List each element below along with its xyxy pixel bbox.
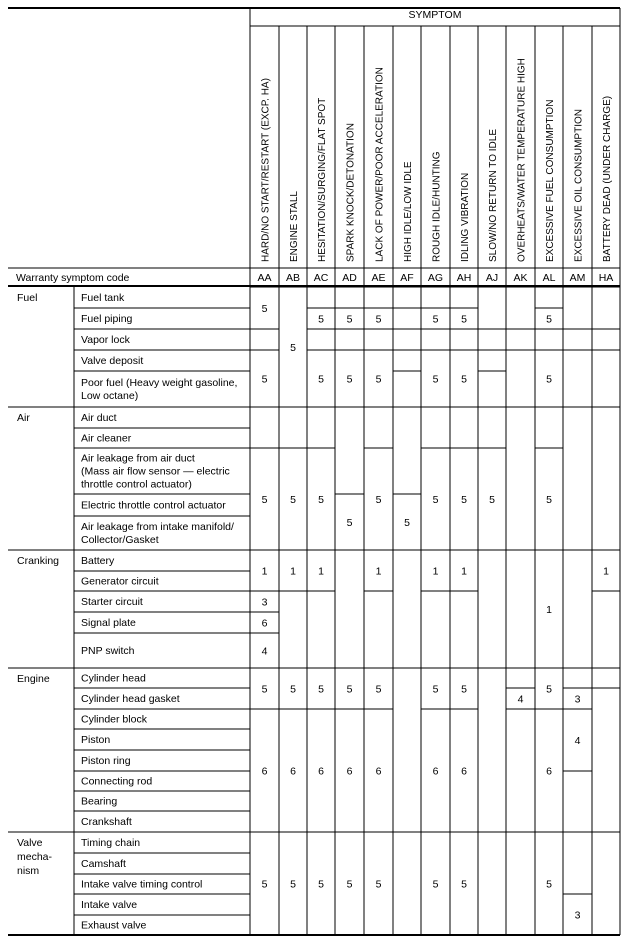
cell-value: 5: [432, 878, 439, 891]
symptom-label: SLOW/NO RETURN TO IDLE: [488, 129, 499, 262]
symptom-label: IDLING VIBRATION: [460, 172, 471, 262]
item-label: (Mass air flow sensor — electric: [81, 465, 230, 478]
item-label: Collector/Gasket: [81, 534, 159, 546]
cell-value: 5: [546, 494, 552, 506]
symptom-label: EXCESSIVE OIL CONSUMPTION: [573, 109, 585, 262]
group-label: Cranking: [17, 555, 60, 567]
item-label: Air duct: [81, 412, 117, 424]
symptom-label: EXCESSIVE FUEL CONSUMPTION: [545, 99, 556, 262]
item-label: Low octane): [81, 390, 139, 402]
cell-value: 6: [546, 765, 552, 778]
cell-value: 5: [432, 494, 439, 506]
cell-value: 5: [375, 313, 382, 326]
cell-value: 4: [261, 645, 268, 658]
warranty-code: AJ: [485, 272, 499, 284]
cell-value: 3: [574, 909, 581, 922]
item-label: Fuel piping: [81, 313, 133, 325]
cell-value: 4: [517, 693, 524, 706]
symptom-label: BATTERY DEAD (UNDER CHARGE): [602, 95, 613, 262]
cell-value: 5: [546, 373, 552, 386]
cell-value: 3: [574, 693, 581, 706]
item-label: Exhaust valve: [81, 919, 147, 932]
cell-value: 5: [261, 878, 268, 891]
cell-value: 5: [489, 494, 495, 506]
cell-value: 5: [375, 494, 382, 506]
cell-value: 6: [375, 765, 382, 778]
cell-value: 5: [318, 878, 324, 891]
item-label: Piston ring: [81, 755, 131, 767]
symptom-label: OVERHEATS/WATER TEMPERATURE HIGH: [516, 58, 528, 262]
item-label: Electric throttle control actuator: [81, 499, 226, 512]
cell-value: 5: [261, 303, 268, 315]
item-label: Generator circuit: [81, 575, 159, 588]
item-label: Cylinder head gasket: [81, 693, 180, 705]
cell-value: 5: [546, 313, 552, 326]
cell-value: 5: [318, 313, 324, 326]
item-label: Fuel tank: [81, 292, 125, 304]
item-label: Piston: [81, 734, 111, 746]
cell-value: 5: [432, 373, 439, 386]
cell-value: 1: [318, 565, 324, 578]
warranty-code: AB: [285, 272, 301, 284]
item-label: Vapor lock: [81, 334, 130, 346]
cell-value: 6: [261, 765, 268, 778]
cell-value: 5: [432, 313, 439, 326]
item-label: Cylinder head: [81, 672, 146, 685]
cell-value: 1: [432, 565, 439, 578]
group-label: Air: [17, 412, 30, 424]
warranty-label: Warranty symptom code: [16, 272, 130, 284]
cell-value: 5: [546, 683, 552, 696]
warranty-code: AC: [313, 272, 329, 284]
item-label: PNP switch: [81, 645, 135, 657]
symptom-title: SYMPTOM: [408, 9, 462, 21]
item-label: Battery: [81, 555, 115, 567]
cell-value: 4: [574, 735, 581, 747]
cell-value: 1: [375, 565, 382, 578]
cell-value: 6: [318, 765, 324, 778]
warranty-code: AA: [257, 272, 272, 284]
symptom-label: HESITATION/SURGING/FLAT SPOT: [317, 97, 328, 262]
group-label: nism: [17, 865, 40, 877]
cell-value: 5: [290, 494, 296, 506]
cell-value: 5: [318, 683, 324, 696]
cell-value: 5: [346, 313, 353, 326]
item-label: Intake valve timing control: [81, 878, 203, 891]
item-label: Camshaft: [81, 858, 126, 870]
cell-value: 5: [432, 683, 439, 696]
warranty-code: AG: [427, 272, 444, 284]
cell-value: 5: [461, 373, 467, 386]
cell-value: 1: [461, 565, 467, 578]
group-label: Valve: [17, 837, 43, 849]
cell-value: 5: [461, 683, 467, 696]
cell-value: 5: [461, 878, 467, 891]
symptom-label: ENGINE STALL: [289, 191, 300, 262]
symptom-label: HARD/NO START/RESTART (EXCP. HA): [260, 78, 272, 262]
cell-value: 5: [261, 494, 268, 506]
cell-value: 6: [432, 765, 439, 778]
cell-value: 5: [375, 878, 382, 891]
item-label: throttle control actuator): [81, 478, 192, 491]
group-label: mecha-: [17, 851, 53, 863]
cell-value: 5: [375, 373, 382, 386]
warranty-code: HA: [598, 272, 614, 284]
item-label: Valve deposit: [81, 355, 144, 367]
cell-value: 5: [261, 373, 268, 386]
cell-value: 5: [375, 683, 382, 696]
cell-value: 5: [346, 517, 353, 529]
item-label: Bearing: [81, 795, 118, 808]
cell-value: 5: [404, 517, 410, 529]
item-label: Poor fuel (Heavy weight gasoline,: [81, 377, 238, 389]
cell-value: 5: [290, 683, 296, 696]
item-label: Crankshaft: [81, 816, 132, 828]
cell-value: 5: [261, 683, 268, 696]
item-label: Cylinder block: [81, 713, 147, 726]
item-label: Air leakage from air duct: [81, 452, 195, 465]
cell-value: 6: [461, 765, 467, 778]
cell-value: 1: [603, 565, 609, 578]
cell-value: 6: [261, 617, 268, 630]
cell-value: 1: [261, 565, 268, 578]
item-label: Signal plate: [81, 617, 136, 629]
item-label: Connecting rod: [81, 775, 153, 788]
cell-value: 6: [290, 765, 296, 778]
warranty-code: AK: [513, 272, 528, 284]
cell-value: 5: [461, 494, 467, 506]
cell-value: 5: [546, 878, 552, 891]
group-label: Fuel: [17, 292, 38, 304]
cell-value: 5: [318, 494, 324, 506]
warranty-code: AL: [542, 272, 556, 284]
warranty-code: AE: [371, 272, 386, 284]
symptom-label: HIGH IDLE/LOW IDLE: [403, 161, 414, 262]
group-label: Engine: [17, 673, 50, 685]
warranty-code: AM: [569, 272, 586, 284]
cell-value: 5: [346, 683, 353, 696]
cell-value: 5: [290, 878, 296, 891]
symptom-label: SPARK KNOCK/DETONATION: [345, 123, 357, 262]
item-label: Starter circuit: [81, 596, 143, 608]
cell-value: 5: [461, 313, 467, 326]
cell-value: 5: [290, 342, 296, 354]
cell-value: 3: [261, 596, 268, 609]
cell-value: 6: [346, 765, 353, 778]
item-label: Air cleaner: [81, 432, 132, 445]
cell-value: 5: [346, 373, 353, 386]
cell-value: 1: [546, 604, 552, 616]
item-label: Timing chain: [81, 837, 141, 849]
item-label: Intake valve: [81, 899, 138, 911]
cell-value: 5: [346, 878, 353, 891]
symptom-label: ROUGH IDLE/HUNTING: [431, 151, 443, 262]
symptom-label: LACK OF POWER/POOR ACCELERATION: [374, 67, 386, 262]
cell-value: 5: [318, 373, 324, 386]
warranty-code: AF: [400, 272, 414, 284]
cell-value: 1: [290, 565, 296, 578]
item-label: Air leakage from intake manifold/: [81, 521, 234, 533]
warranty-code: AD: [342, 272, 357, 284]
warranty-code: AH: [456, 272, 472, 284]
